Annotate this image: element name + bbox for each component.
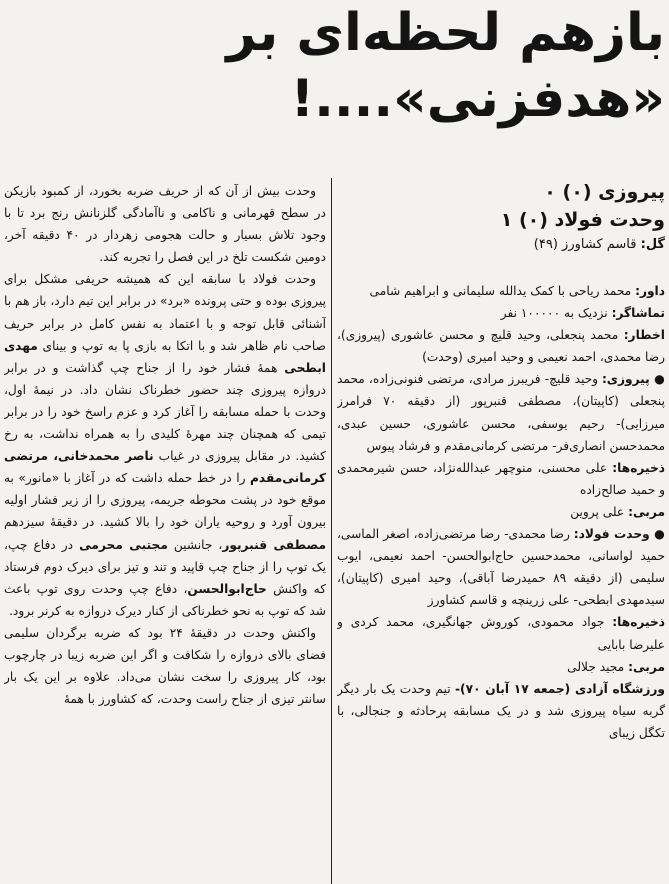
referee-label: داور:: [635, 284, 665, 298]
match-info-column: [337, 178, 665, 884]
score-team-1: پیروزی (۰) ۰: [544, 181, 665, 203]
stadium-text: تیم وحدت یک بار دیگر گربه سیاه پیروزی شد و در یک مسابقه پرحادثه و جنجالی، با تکگل زیبای: [337, 681, 665, 740]
vahdat-coach: [337, 656, 665, 678]
referee-text: محمد ریاحی با کمک یدالله سلیمانی و ابراهیم شامی: [369, 284, 636, 298]
vahdat-coach-text: مجید جلالی: [567, 659, 629, 674]
body-text: وحدت فولاد با سابقه این که همیشه حریفی مشکل برای پیروزی بوده و حتی پرونده «برد» در برابر این تیم دارد، باز هم با آشنائی قابل توجه و با اعتماد به نفس کامل در برابر حریف صاحب نام ظاهر شد و با اتکا به بازی پا به توپ و بینای: [4, 272, 326, 353]
warnings-text: محمد پنجعلی، وحید قلیچ و محسن عاشوری (پیروزی)، رضا محمدی، احمد نعیمی و وحید امیری (وحدت): [337, 328, 665, 365]
player-name: مجتبی محرمی: [79, 537, 168, 552]
spectators-line: [337, 302, 665, 324]
perspolis-coach: [337, 501, 665, 523]
spectators-label: تماشاگر:: [611, 306, 665, 321]
stadium-paragraph: [337, 678, 665, 744]
body-paragraph-2: [4, 268, 326, 622]
headline: [150, 0, 665, 160]
goal-label: گل:: [640, 237, 665, 252]
column-divider: [331, 178, 332, 884]
body-text: همهٔ فشار خود را از جناح چپ گذاشت و در برابر دروازه پیروزی چند حضور خطرناک نشان داد. در نیمهٔ اول، وحدت با حمله مسابقه را آغاز کرد و عزم راسخ خود را در برابر تیمی که همچنان چند مهرهٔ کلیدی را به همراه نداشت، به رخ کشید. در مقابل پیروزی در غیاب: [4, 360, 326, 464]
perspolis-lineup: [337, 368, 665, 456]
vahdat-subs-label: ذخیره‌ها:: [612, 615, 665, 630]
player-name: ناصر محمدخانی، مرتضی کرمانی‌مقدم: [4, 449, 326, 486]
player-name: حاج‌ابوالحسن: [187, 581, 267, 596]
article-body-column: [4, 180, 326, 884]
vahdat-coach-label: مربی:: [628, 659, 665, 674]
vahdat-subs: [337, 611, 665, 655]
body-text: ، دفاع چپ وحدت روی توپ باعث شد که توپ به نحو خطرناکی از کنار دیرک دروازه به کرنر برود.: [4, 581, 326, 618]
body-text: ، جانشین: [167, 537, 223, 552]
score-team-2: وحدت فولاد (۰) ۱: [500, 209, 665, 231]
perspolis-label: پیروزی:: [601, 372, 650, 387]
stadium-label: ورزشگاه آزادی (جمعه ۱۷ آبان ۷۰)-: [455, 681, 665, 696]
referee-line: [337, 280, 665, 302]
body-text: را در خط حمله داشت که در آغاز با «مانور» به موقع خود در پشت محوطه جریمه، پیروزی را از زیر فشار اولیه بیرون آورد و روحیه یاران خود را بالا کشید. در دقیقهٔ سیزدهم: [4, 471, 326, 530]
spectators-text: نزدیک به ۱۰۰۰۰۰ نفر: [500, 306, 612, 321]
goal-text: قاسم کشاورز (۴۹): [533, 237, 641, 252]
warnings-label: اخطار:: [623, 328, 665, 343]
body-text: در دفاع چپ، یک توپ را از جناح چپ قاپید و تند و تیز برای دیرک دوم فرستاد که واکنش: [4, 537, 326, 596]
headline-line-1: بازهم لحظه‌ای بر: [226, 3, 665, 63]
bullet-icon: ●: [649, 527, 665, 542]
vahdat-label: وحدت فولاد:: [573, 527, 650, 542]
headline-line-2: «هدفزنی»....!: [290, 69, 665, 129]
perspolis-subs: [337, 457, 665, 501]
player-name: مهدی ابطحی: [4, 338, 326, 375]
vahdat-lineup: [337, 523, 665, 611]
bullet-icon: ●: [649, 372, 665, 387]
player-name: مصطفی قنبرپور: [222, 537, 326, 552]
perspolis-players: وحید قلیچ- فریبرز مرادی، مرتضی فنونی‌زاده، محمد پنجعلی (کاپیتان)، مصطفی قنبرپور (از دقیقه ۷۰ فرامرز میرزایی)- رحیم یوسفی، محسن عاشوری، حسین عبدی، محمدحسن انصاری‌فر- مرتضی کرمانی‌مقدم و فرشاد پیوس: [337, 372, 665, 453]
warnings-line: [337, 324, 665, 368]
body-paragraph-3: واکنش وحدت در دقیقهٔ ۲۴ بود که ضربه برگردان سلیمی فضای بالای دروازه را شکافت و اگر این ضربه زیبا در چارچوب بود، کار پیروزی را سخت نشان می‌داد. علاوه بر این یک بار سانتر تیزی از جناح راست وحدت، که کشاورز با همهٔ: [4, 625, 326, 707]
perspolis-coach-text: علی پروین: [570, 504, 629, 519]
vahdat-subs-text: جواد محمودی، کوروش جهانگیری، محمد کردی و علیرضا بابایی: [337, 615, 665, 652]
body-paragraph-1: وحدت بیش از آن که از حریف ضربه بخورد، از کمبود بازیکن در سطح قهرمانی و ناکامی و ناآمادگی گلزنانش رنج برد تا با وجود تلاش بسیار و حالت هجومی زهردار در ۴۰ دقیقه آخر، دومین شکست تلخ در این فصل را تجربه کند.: [4, 184, 326, 265]
goal-scorer: [337, 234, 665, 256]
vahdat-players: رضا محمدی- رضا مرتضی‌زاده، اصغر الماسی، حمید لواسانی، محمدحسین حاج‌ابوالحسن- احمد نعیمی، ایوب سلیمی (از دقیقه ۸۹ حمیدرضا آباقی)، وحید امیری (کاپیتان)، سیدمهدی ابطحی- علی زرینچه و قاسم کشاورز: [337, 527, 665, 608]
perspolis-subs-text: علی محسنی، منوچهر عبدالله‌نژاد، حسن شیرمحمدی و حمید صالح‌زاده: [337, 460, 665, 497]
perspolis-subs-label: ذخیره‌ها:: [612, 460, 665, 475]
perspolis-coach-label: مربی:: [628, 504, 665, 519]
